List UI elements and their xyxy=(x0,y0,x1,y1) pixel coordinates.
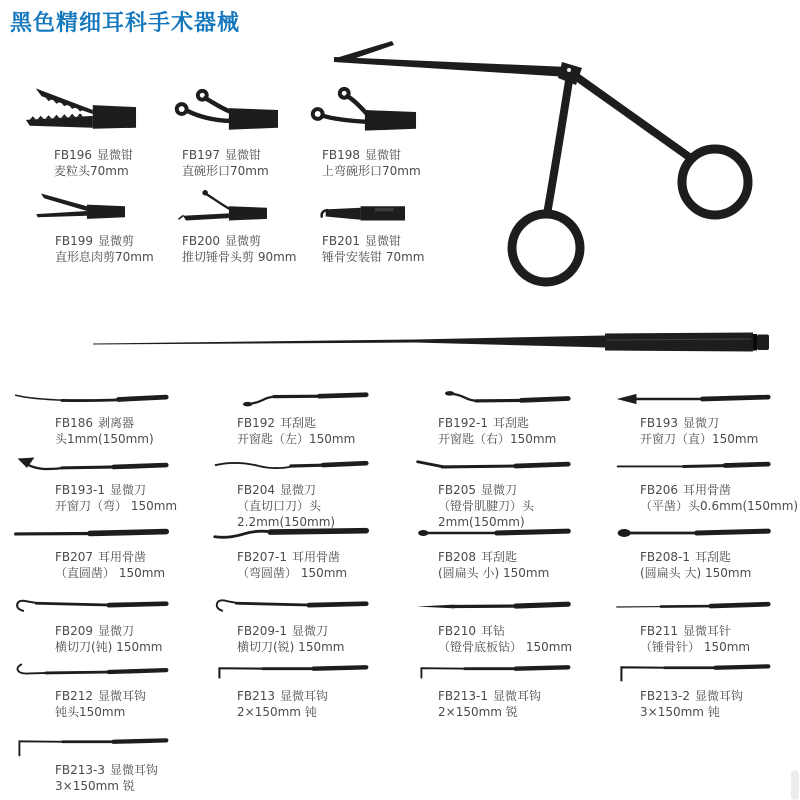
catalog-item-fb208-1 xyxy=(612,520,800,581)
item-label xyxy=(210,688,398,720)
catalog-item-fb196 xyxy=(20,82,165,179)
item-label xyxy=(10,688,198,720)
item-label xyxy=(412,623,600,655)
item-spec: (圆扁头 大) 150mm xyxy=(640,566,752,580)
large-round-flat-curette-image xyxy=(612,520,772,546)
right-fenestration-curette-image xyxy=(412,386,572,412)
item-name: 显微耳钩 xyxy=(280,689,329,703)
item-name: 耳刮匙 xyxy=(481,550,518,564)
item-code: FB208-1 xyxy=(640,550,691,564)
catalog-item-fb204 xyxy=(210,453,398,530)
item-label xyxy=(612,549,800,581)
item-spec: (圆扁头 小) 150mm xyxy=(438,566,550,580)
catalog-item-fb208 xyxy=(412,520,600,581)
blunt-crosscut-knife-image xyxy=(10,594,170,620)
item-label xyxy=(412,549,600,581)
item-spec: （弯圆凿） 150mm xyxy=(237,566,348,580)
item-code: FB193 xyxy=(640,416,679,430)
left-fenestration-curette-image xyxy=(210,386,370,412)
item-name: 显微刀 xyxy=(481,483,518,497)
item-spec: （平凿）头0.6mm(150mm) xyxy=(640,499,799,513)
item-spec: 横切刀(钝) 150mm xyxy=(55,640,163,654)
right-angle-ear-hook-2mm-blunt-image xyxy=(210,659,370,685)
item-label xyxy=(210,623,398,655)
item-spec: （直圆凿） 150mm xyxy=(55,566,166,580)
item-name: 显微耳针 xyxy=(683,624,732,638)
item-name: 显微剪 xyxy=(98,234,135,248)
page-title: 黑色精细耳科手术器械 xyxy=(10,11,241,36)
item-code: FB209 xyxy=(55,624,94,638)
item-code: FB193-1 xyxy=(55,483,106,497)
item-label xyxy=(412,415,600,447)
long-tapered-probe-image xyxy=(85,322,785,364)
straight-polyp-scissors-tip-image xyxy=(20,184,138,230)
curved-elevator-rod-image xyxy=(10,386,170,412)
item-code: FB204 xyxy=(237,483,276,497)
serrated-grain-jaw-tip-image xyxy=(20,82,138,142)
item-label xyxy=(612,623,800,655)
catalog-item-fb213 xyxy=(210,659,398,720)
item-label xyxy=(412,688,600,720)
item-name: 显微耳钩 xyxy=(98,689,147,703)
item-code: FB198 xyxy=(322,148,361,162)
item-code: FB200 xyxy=(182,234,221,248)
item-name: 显微刀 xyxy=(98,624,135,638)
straight-fenestration-knife-image xyxy=(612,386,772,412)
right-angle-ear-hook-2mm-sharp-image xyxy=(412,659,572,685)
straight-gouge-image xyxy=(10,520,170,546)
curved-gouge-image xyxy=(210,520,370,546)
item-code: FB209-1 xyxy=(237,624,288,638)
item-name: 耳用骨凿 xyxy=(683,483,732,497)
item-code: FB197 xyxy=(182,148,221,162)
item-name: 显微剪 xyxy=(225,234,262,248)
item-name: 耳刮匙 xyxy=(695,550,732,564)
catalog-item-fb209 xyxy=(10,594,198,655)
item-code: FB201 xyxy=(322,234,361,248)
item-spec: 开窗匙（左）150mm xyxy=(237,432,356,446)
item-name: 剥离器 xyxy=(98,416,135,430)
item-name: 显微钳 xyxy=(365,234,402,248)
item-code: FB213-1 xyxy=(438,689,489,703)
item-code: FB207-1 xyxy=(237,550,288,564)
item-spec: 2×150mm 钝 xyxy=(237,705,317,719)
flat-chisel-image xyxy=(612,453,772,479)
malleus-needle-image xyxy=(612,594,772,620)
item-spec: （锤骨针） 150mm xyxy=(640,640,751,654)
item-label xyxy=(612,482,800,514)
curved-fenestration-knife-image xyxy=(10,453,170,479)
item-code: FB210 xyxy=(438,624,477,638)
item-name: 显微刀 xyxy=(683,416,720,430)
catalog-item-fb193 xyxy=(612,386,800,447)
footplate-drill-image xyxy=(412,594,572,620)
scrollbar[interactable] xyxy=(791,770,799,800)
item-spec: 直碗形口70mm xyxy=(182,164,269,178)
micro-alligator-ear-forceps-image xyxy=(328,35,790,305)
catalog-item-fb199 xyxy=(20,184,165,265)
item-spec: （镫骨底板钻） 150mm xyxy=(438,640,573,654)
catalog-item-fb197 xyxy=(162,82,307,179)
item-spec: （镫骨肌腱刀）头2mm(150mm) xyxy=(438,499,535,529)
right-angle-ear-hook-3mm-blunt-image xyxy=(612,659,772,685)
item-code: FB207 xyxy=(55,550,94,564)
item-spec: （直切口刀）头2.2mm(150mm) xyxy=(237,499,336,529)
item-name: 显微刀 xyxy=(280,483,317,497)
item-label xyxy=(20,233,165,265)
catalog-item-fb211 xyxy=(612,594,800,655)
catalog-item-fb206 xyxy=(612,453,800,514)
item-spec: 锤骨安装钳 70mm xyxy=(322,250,425,264)
straight-incision-knife-image xyxy=(210,453,370,479)
item-code: FB208 xyxy=(438,550,477,564)
item-code: FB213-3 xyxy=(55,763,106,777)
item-label xyxy=(10,762,198,794)
catalog-item-fb207-1 xyxy=(210,520,398,581)
item-label xyxy=(210,415,398,447)
item-label xyxy=(10,415,198,447)
item-name: 耳刮匙 xyxy=(280,416,317,430)
item-spec: 开窗刀（弯） 150mm xyxy=(55,499,178,513)
catalog-item-fb192 xyxy=(210,386,398,447)
item-name: 显微耳钩 xyxy=(493,689,542,703)
item-name: 耳刮匙 xyxy=(493,416,530,430)
item-spec: 2×150mm 锐 xyxy=(438,705,518,719)
right-angle-ear-hook-3mm-sharp-image xyxy=(10,733,170,759)
item-code: FB199 xyxy=(55,234,94,248)
item-name: 显微耳钩 xyxy=(695,689,744,703)
item-spec: 麦粒头70mm xyxy=(54,164,129,178)
catalog-item-fb193-1 xyxy=(10,453,198,514)
item-name: 显微钳 xyxy=(225,148,262,162)
item-spec: 头1mm(150mm) xyxy=(55,432,154,446)
item-name: 显微钳 xyxy=(97,148,134,162)
item-label xyxy=(10,482,198,514)
item-spec: 开窗刀（直）150mm xyxy=(640,432,759,446)
catalog-item-fb205 xyxy=(412,453,600,530)
item-label xyxy=(612,415,800,447)
item-spec: 3×150mm 锐 xyxy=(55,779,135,793)
item-code: FB213-2 xyxy=(640,689,691,703)
straight-cup-jaw-tip-image xyxy=(162,82,280,142)
item-spec: 钝头150mm xyxy=(55,705,126,719)
catalog-item-fb200 xyxy=(162,184,307,265)
catalog-item-fb207 xyxy=(10,520,198,581)
item-spec: 横切刀(锐) 150mm xyxy=(237,640,345,654)
item-spec: 上弯碗形口70mm xyxy=(322,164,421,178)
item-name: 耳钻 xyxy=(481,624,506,638)
item-spec: 3×150mm 钝 xyxy=(640,705,720,719)
item-name: 显微刀 xyxy=(292,624,329,638)
item-name: 显微刀 xyxy=(110,483,147,497)
item-label xyxy=(162,147,307,179)
sharp-crosscut-knife-image xyxy=(210,594,370,620)
item-code: FB196 xyxy=(54,148,93,162)
item-label xyxy=(10,549,198,581)
catalog-item-fb210 xyxy=(412,594,600,655)
catalog-item-fb213-1 xyxy=(412,659,600,720)
item-label xyxy=(210,549,398,581)
small-round-flat-curette-image xyxy=(412,520,572,546)
item-name: 耳用骨凿 xyxy=(292,550,341,564)
item-name: 显微耳钩 xyxy=(110,763,159,777)
item-code: FB205 xyxy=(438,483,477,497)
catalog-item-fb213-2 xyxy=(612,659,800,720)
item-spec: 推切锤骨头剪 90mm xyxy=(182,250,297,264)
item-code: FB192-1 xyxy=(438,416,489,430)
item-code: FB206 xyxy=(640,483,679,497)
item-code: FB213 xyxy=(237,689,276,703)
stapedius-tendon-knife-image xyxy=(412,453,572,479)
catalog-item-fb209-1 xyxy=(210,594,398,655)
catalog-item-fb192-1 xyxy=(412,386,600,447)
item-label xyxy=(10,623,198,655)
malleus-head-scissors-tip-image xyxy=(162,184,280,230)
item-code: FB211 xyxy=(640,624,679,638)
item-spec: 开窗匙（右）150mm xyxy=(438,432,557,446)
item-name: 耳用骨凿 xyxy=(98,550,147,564)
catalog-item-fb213-3 xyxy=(10,733,198,794)
item-label xyxy=(612,688,800,720)
item-name: 显微钳 xyxy=(365,148,402,162)
item-label xyxy=(20,147,165,179)
item-spec: 直形息肉剪70mm xyxy=(55,250,154,264)
catalog-item-fb212 xyxy=(10,659,198,720)
item-code: FB212 xyxy=(55,689,94,703)
item-code: FB186 xyxy=(55,416,94,430)
item-code: FB192 xyxy=(237,416,276,430)
catalog-item-fb186 xyxy=(10,386,198,447)
blunt-ear-hook-image xyxy=(10,659,170,685)
item-label xyxy=(162,233,307,265)
